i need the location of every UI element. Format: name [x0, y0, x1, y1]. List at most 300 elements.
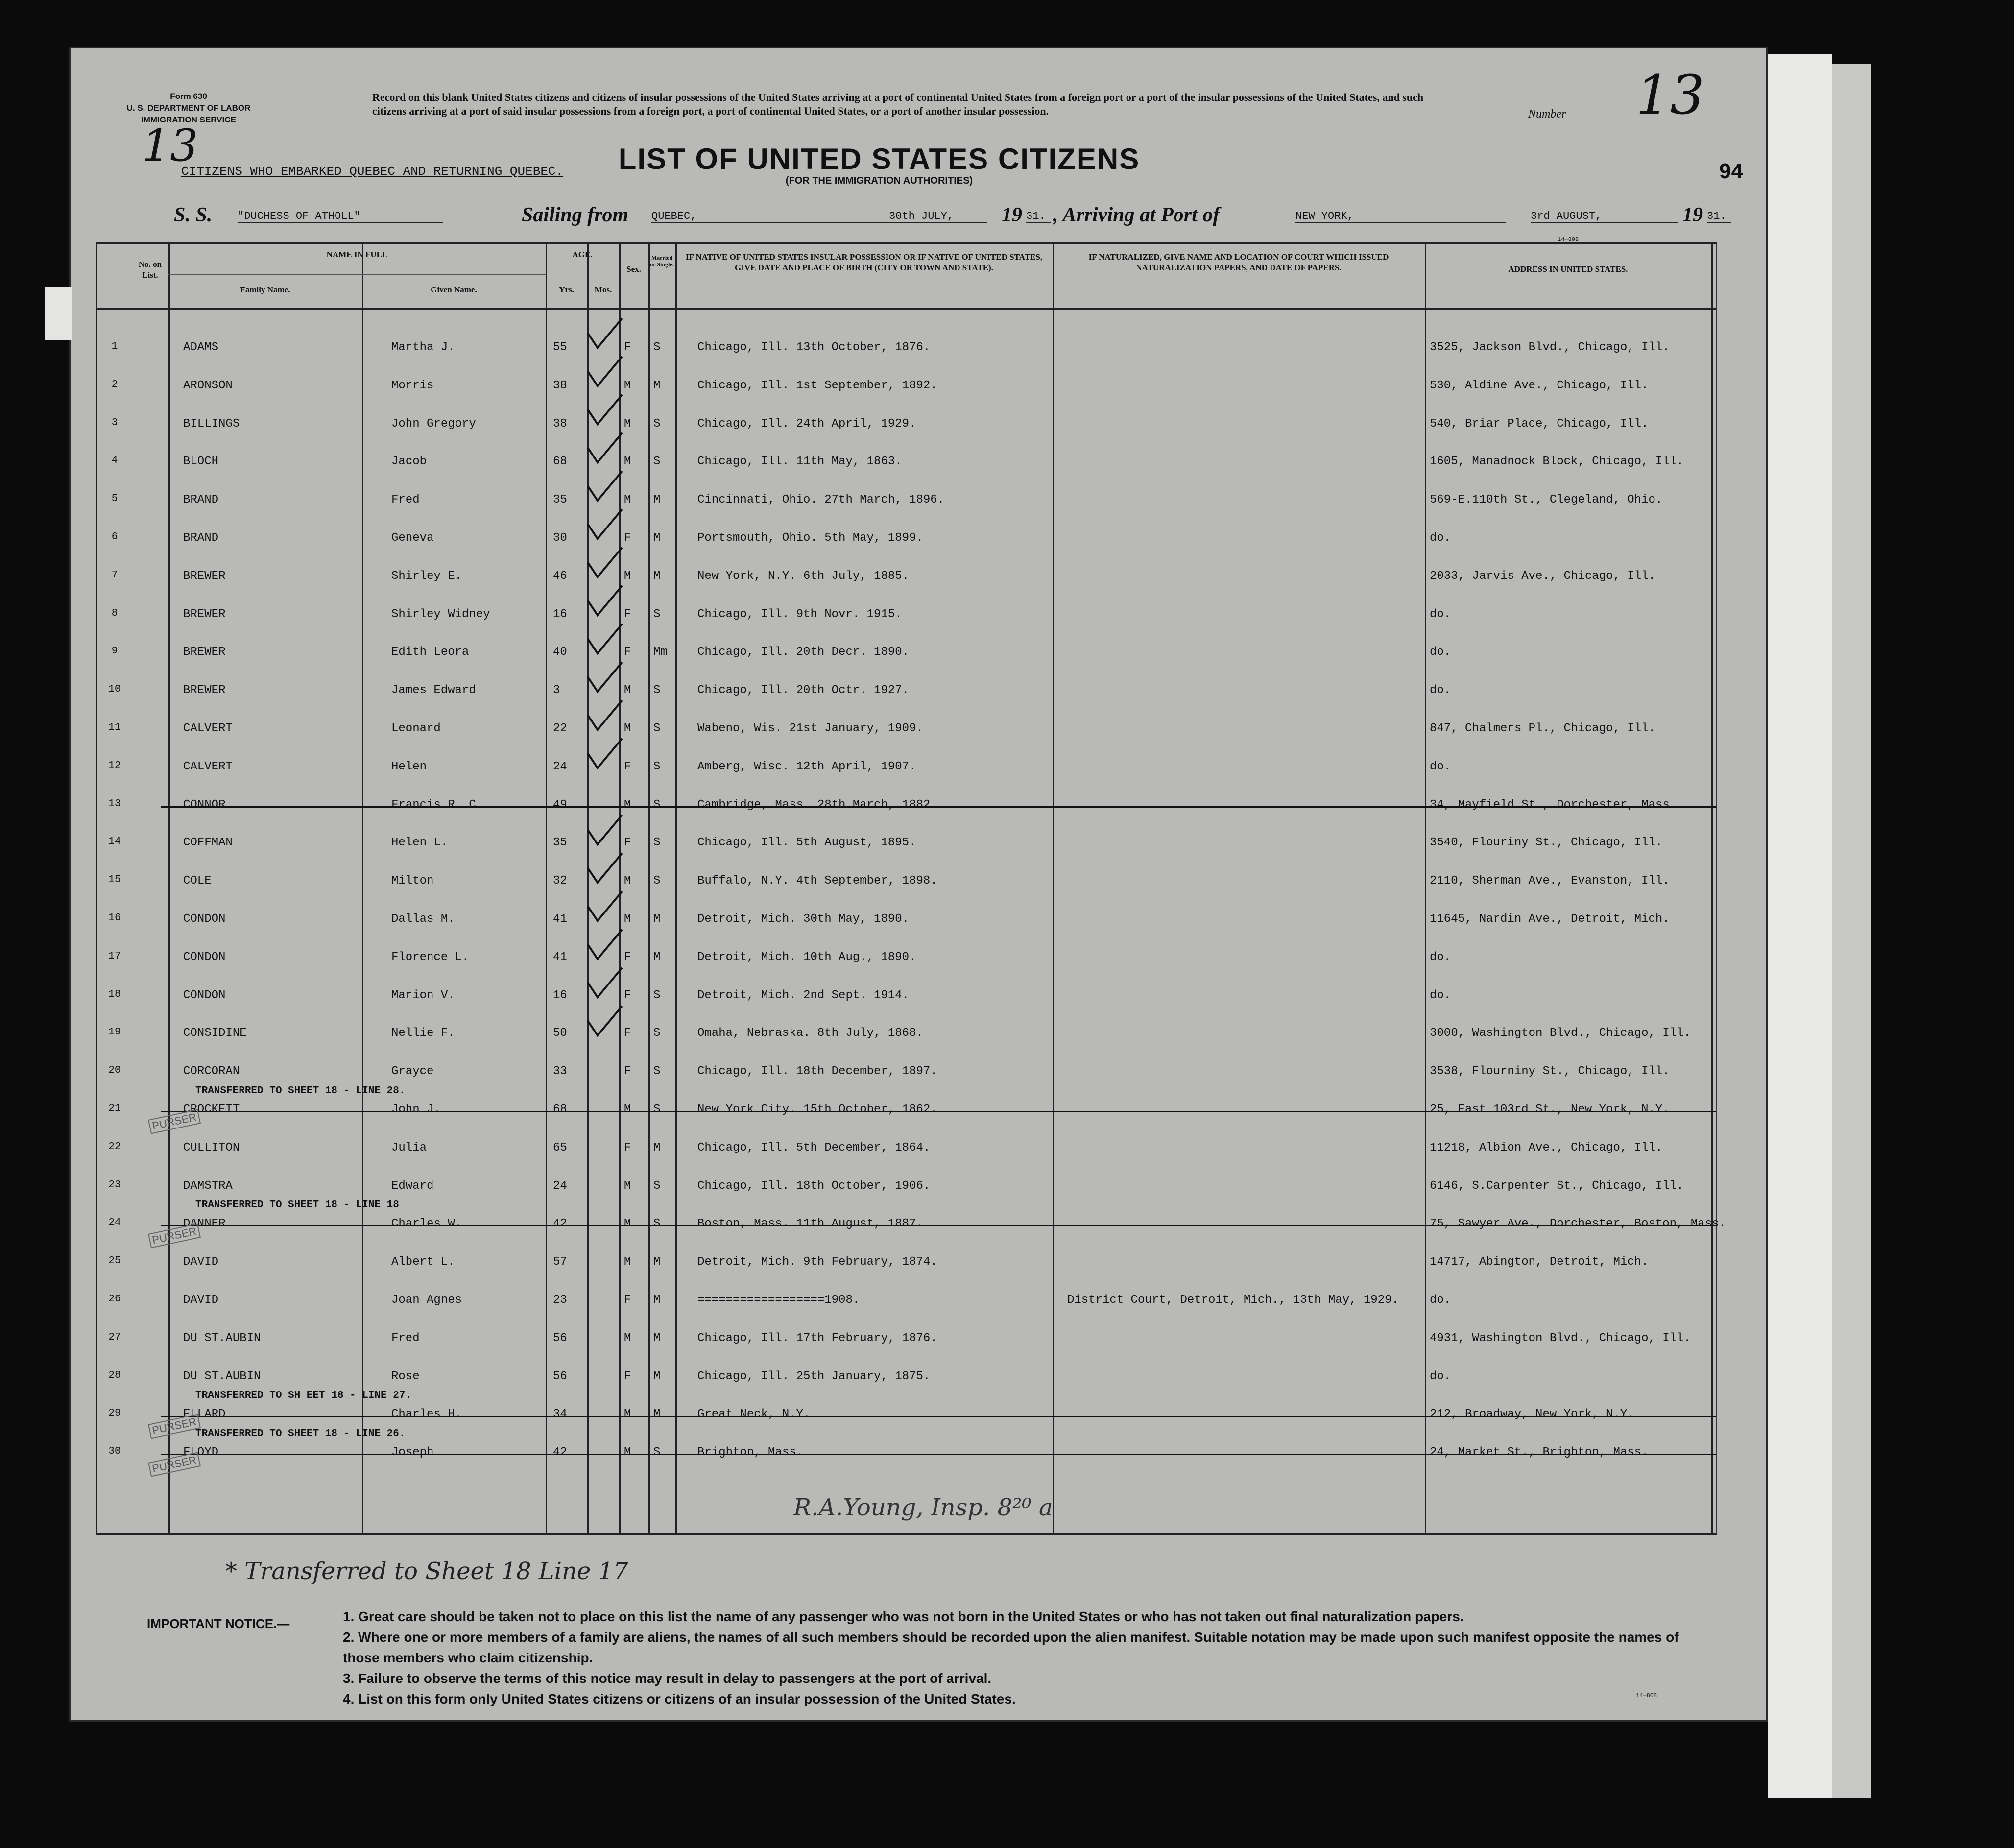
- cell-yrs: 23: [553, 1294, 567, 1307]
- table-row: [97, 1016, 1716, 1054]
- transfer-stamp: TRANSFERRED TO SHEET 18 - LINE 18: [195, 1200, 399, 1211]
- table-row: [97, 749, 1716, 787]
- purser-stamp: PURSER: [148, 1109, 201, 1134]
- cell-no: 18: [108, 988, 121, 1000]
- cell-family: DAVID: [183, 1255, 219, 1269]
- cell-addr: 2033, Jarvis Ave., Chicago, Ill.: [1430, 569, 1655, 583]
- cell-yrs: 68: [553, 455, 567, 469]
- cell-yrs: 35: [553, 493, 567, 507]
- cell-sex: M: [624, 455, 631, 469]
- cell-birth: Portsmouth, Ohio. 5th May, 1899.: [697, 531, 923, 545]
- cell-yrs: 24: [553, 760, 567, 773]
- arrival-date: 3rd AUGUST,: [1531, 210, 1678, 223]
- table-row: [97, 825, 1716, 863]
- cell-addr: do.: [1430, 760, 1451, 773]
- col-header-married: Married or Single.: [650, 254, 674, 268]
- cell-ms: S: [653, 1027, 661, 1040]
- arrival-port: NEW YORK,: [1295, 210, 1506, 223]
- arrival-year-prefix: 19: [1682, 204, 1703, 226]
- cell-no: 14: [108, 836, 121, 848]
- form-code-bottom: 14—808: [1636, 1692, 1657, 1699]
- cell-sex: M: [624, 1331, 631, 1345]
- cell-addr: do.: [1430, 988, 1451, 1002]
- cell-family: CROCKETT: [183, 1103, 240, 1116]
- table-row: [97, 673, 1716, 711]
- cell-sex: M: [624, 569, 631, 583]
- cell-addr: do.: [1430, 684, 1451, 697]
- cell-family: FLOYD: [183, 1446, 219, 1460]
- cell-addr: do.: [1430, 1369, 1451, 1383]
- cell-no: 27: [108, 1331, 121, 1343]
- cell-given: James Edward: [391, 684, 476, 697]
- cell-given: Jacob: [391, 455, 427, 469]
- cell-yrs: 41: [553, 912, 567, 926]
- cell-no: 11: [108, 722, 121, 733]
- cell-birth: Great Neck, N.Y.: [697, 1408, 811, 1421]
- service-name: IMMIGRATION SERVICE: [141, 115, 236, 124]
- cell-no: 16: [108, 912, 121, 924]
- cell-birth: Chicago, Ill. 18th December, 1897.: [697, 1065, 937, 1079]
- cell-addr: 847, Chalmers Pl., Chicago, Ill.: [1430, 722, 1655, 735]
- cell-family: CALVERT: [183, 722, 233, 735]
- cell-birth: Chicago, Ill. 11th May, 1863.: [697, 455, 902, 469]
- cell-ms: S: [653, 760, 661, 773]
- cell-ms: S: [653, 607, 661, 621]
- passenger-table: [96, 242, 1726, 1535]
- cell-no: 13: [108, 798, 121, 810]
- col-header-birth: IF NATIVE OF UNITED STATES INSULAR POSSESSION OR IF NATIVE OF UNITED STATES, GIVE DATE AND PLACE OF BIRTH (CITY OR TOWN AND STATE).: [685, 252, 1043, 272]
- cell-addr: 3000, Washington Blvd., Chicago, Ill.: [1430, 1027, 1691, 1040]
- table-row: [97, 330, 1716, 368]
- cell-no: 23: [108, 1179, 121, 1191]
- cell-sex: F: [624, 988, 631, 1002]
- cell-yrs: 68: [553, 1103, 567, 1116]
- cell-addr: do.: [1430, 531, 1451, 545]
- cell-ms: S: [653, 874, 661, 888]
- cell-sex: M: [624, 874, 631, 888]
- cell-family: BREWER: [183, 607, 226, 621]
- departure-year-prefix: 19: [1002, 204, 1022, 226]
- cell-family: DAVID: [183, 1294, 219, 1307]
- cell-yrs: 30: [553, 531, 567, 545]
- col-header-address: ADDRESS IN UNITED STATES.: [1508, 264, 1628, 274]
- cell-sex: F: [624, 607, 631, 621]
- cell-ms: M: [653, 1141, 661, 1154]
- cell-addr: 11218, Albion Ave., Chicago, Ill.: [1430, 1141, 1663, 1154]
- cell-ms: M: [653, 379, 661, 392]
- cell-yrs: 41: [553, 950, 567, 964]
- cell-sex: M: [624, 1103, 631, 1116]
- cell-yrs: 42: [553, 1217, 567, 1231]
- cell-addr: 1605, Manadnock Block, Chicago, Ill.: [1430, 455, 1684, 469]
- cell-no: 21: [108, 1103, 121, 1114]
- cell-given: Charles W.: [391, 1217, 462, 1231]
- voyage-line: [174, 203, 1726, 233]
- table-row: [97, 902, 1716, 939]
- col-header-name: NAME IN FULL: [326, 250, 388, 259]
- cell-yrs: 38: [553, 379, 567, 392]
- cell-given: Morris: [391, 379, 434, 392]
- ship-name: "DUCHESS OF ATHOLL": [238, 210, 443, 223]
- cell-addr: 540, Briar Place, Chicago, Ill.: [1430, 417, 1649, 431]
- embarkation-note: CITIZENS WHO EMBARKED QUEBEC AND RETURNING QUEBEC.: [181, 164, 564, 179]
- table-row: [97, 482, 1716, 520]
- cell-addr: 4931, Washington Blvd., Chicago, Ill.: [1430, 1331, 1691, 1345]
- cell-sex: M: [624, 1255, 631, 1269]
- cell-given: Joseph: [391, 1446, 434, 1460]
- cell-sex: M: [624, 798, 631, 812]
- cell-sex: M: [624, 722, 631, 735]
- cell-given: Francis R. C.: [391, 798, 483, 812]
- notice-label: IMPORTANT NOTICE.—: [147, 1616, 290, 1631]
- cell-sex: M: [624, 1179, 631, 1193]
- cell-birth: Cincinnati, Ohio. 27th March, 1896.: [697, 493, 945, 507]
- binding-tab: [45, 287, 72, 340]
- cell-addr: 3540, Flouriny St., Chicago, Ill.: [1430, 836, 1663, 850]
- cell-given: Fred: [391, 493, 420, 507]
- cell-addr: 11645, Nardin Ave., Detroit, Mich.: [1430, 912, 1670, 926]
- cell-family: DU ST.AUBIN: [183, 1331, 261, 1345]
- cell-no: 2: [111, 379, 118, 390]
- cell-family: COFFMAN: [183, 836, 233, 850]
- cell-no: 9: [111, 646, 118, 657]
- cell-yrs: 3: [553, 684, 560, 697]
- cell-sex: F: [624, 1141, 631, 1154]
- cell-sex: F: [624, 836, 631, 850]
- cell-given: Martha J.: [391, 341, 455, 354]
- cell-yrs: 38: [553, 417, 567, 431]
- cell-no: 17: [108, 950, 121, 962]
- cell-ms: M: [653, 569, 661, 583]
- cell-birth: Chicago, Ill. 25th January, 1875.: [697, 1369, 931, 1383]
- cell-family: CONDON: [183, 912, 226, 926]
- cell-ms: S: [653, 1103, 661, 1116]
- cell-given: Helen L.: [391, 836, 448, 850]
- cell-ms: M: [653, 531, 661, 545]
- cell-sex: M: [624, 912, 631, 926]
- arriving-label: , Arriving at Port of: [1053, 204, 1220, 226]
- cell-sex: F: [624, 760, 631, 773]
- cell-family: BREWER: [183, 684, 226, 697]
- cell-birth: Detroit, Mich. 30th May, 1890.: [697, 912, 910, 926]
- cell-given: Julia: [391, 1141, 427, 1154]
- cell-birth: Chicago, Ill. 5th August, 1895.: [697, 836, 916, 850]
- cell-given: Nellie F.: [391, 1027, 455, 1040]
- table-row: [97, 521, 1716, 558]
- cell-birth: Chicago, Ill. 1st September, 1892.: [697, 379, 937, 392]
- cell-given: Shirley Widney: [391, 607, 490, 621]
- cell-no: 15: [108, 874, 121, 886]
- cell-no: 4: [111, 455, 118, 467]
- cell-ms: S: [653, 1065, 661, 1079]
- cell-no: 10: [108, 684, 121, 696]
- cell-no: 3: [111, 417, 118, 429]
- cell-ms: S: [653, 1179, 661, 1193]
- cell-yrs: 55: [553, 341, 567, 354]
- purser-stamp: PURSER: [148, 1414, 201, 1439]
- cell-birth: Chicago, Ill. 20th Octr. 1927.: [697, 684, 910, 697]
- handwritten-count: 13: [142, 120, 198, 171]
- cell-no: 25: [108, 1255, 121, 1267]
- cell-ms: S: [653, 417, 661, 431]
- cell-no: 29: [108, 1408, 121, 1419]
- cell-addr: do.: [1430, 950, 1451, 964]
- cell-family: DU ST.AUBIN: [183, 1369, 261, 1383]
- notice-item: 1. Great care should be taken not to place on this list the name of any passenger who was not born in the United States or who has not taken out final naturalization papers.: [343, 1609, 1464, 1624]
- cell-yrs: 65: [553, 1141, 567, 1154]
- table-row: [97, 635, 1716, 672]
- cell-ms: S: [653, 341, 661, 354]
- cell-sex: F: [624, 646, 631, 659]
- cell-addr: 6146, S.Carpenter St., Chicago, Ill.: [1430, 1179, 1684, 1193]
- departure-year: 31.: [1026, 210, 1051, 223]
- table-row: [97, 788, 1716, 825]
- col-header-age: AGE.: [572, 250, 593, 259]
- table-row: [97, 978, 1716, 1016]
- cell-sex: M: [624, 1446, 631, 1460]
- cell-birth: New York City. 15th October, 1862.: [697, 1103, 937, 1116]
- cell-no: 28: [108, 1369, 121, 1381]
- cell-yrs: 57: [553, 1255, 567, 1269]
- cell-family: CONDON: [183, 950, 226, 964]
- transfer-stamp: TRANSFERRED TO SHEET 18 - LINE 28.: [195, 1085, 406, 1097]
- cell-yrs: 33: [553, 1065, 567, 1079]
- purser-stamp: PURSER: [148, 1224, 201, 1248]
- table-row: [97, 1283, 1716, 1320]
- cell-sex: F: [624, 1294, 631, 1307]
- cell-ms: M: [653, 1255, 661, 1269]
- cell-ms: M: [653, 493, 661, 507]
- page-title: LIST OF UNITED STATES CITIZENS: [618, 143, 1140, 175]
- cell-family: BREWER: [183, 569, 226, 583]
- cell-given: Rose: [391, 1369, 420, 1383]
- cell-given: Helen: [391, 760, 427, 773]
- table-row: [97, 368, 1716, 406]
- cell-no: 20: [108, 1065, 121, 1077]
- cell-given: Geneva: [391, 531, 434, 545]
- cell-addr: do.: [1430, 607, 1451, 621]
- cell-birth: Detroit, Mich. 10th Aug., 1890.: [697, 950, 916, 964]
- cell-addr: 14717, Abington, Detroit, Mich.: [1430, 1255, 1649, 1269]
- row-divider: [168, 274, 546, 275]
- cell-no: 8: [111, 607, 118, 619]
- form-instructions: Record on this blank United States citizens and citizens of insular possessions of the United States arriving at a port of continental United States from a foreign port or a port of the insular possessions of the United States, and such citizens arriving at a port of said insular possessions from a foreign port, a port of continental United States, or a port of another insular possession.: [372, 91, 1424, 117]
- cell-birth: Chicago, Ill. 17th February, 1876.: [697, 1331, 937, 1345]
- cell-no: 12: [108, 760, 121, 771]
- cell-birth: Chicago, Ill. 9th Novr. 1915.: [697, 607, 902, 621]
- table-row: [97, 1428, 1716, 1475]
- cell-family: BREWER: [183, 646, 226, 659]
- cell-birth: Omaha, Nebraska. 8th July, 1868.: [697, 1027, 923, 1040]
- cell-given: Edward: [391, 1179, 434, 1193]
- strike-through: [161, 806, 1716, 808]
- strike-through: [161, 1111, 1716, 1112]
- cell-family: CALVERT: [183, 760, 233, 773]
- cell-ms: M: [653, 912, 661, 926]
- table-row: [97, 407, 1716, 444]
- cell-addr: 3538, Flourniny St., Chicago, Ill.: [1430, 1065, 1670, 1079]
- cell-sex: M: [624, 1408, 631, 1421]
- col-header-given: Given Name.: [431, 285, 477, 294]
- cell-ms: M: [653, 1369, 661, 1383]
- header-divider: [97, 308, 1716, 310]
- cell-yrs: 50: [553, 1027, 567, 1040]
- cell-given: Marion V.: [391, 988, 455, 1002]
- table-row: [97, 1200, 1726, 1247]
- cell-given: John J.: [391, 1103, 441, 1116]
- col-header-sex: Sex.: [626, 264, 641, 274]
- strike-through: [161, 1225, 1716, 1226]
- cell-family: ADAMS: [183, 341, 219, 354]
- cell-yrs: 46: [553, 569, 567, 583]
- cell-yrs: 32: [553, 874, 567, 888]
- col-header-no: No. on List.: [138, 260, 162, 280]
- cell-sex: F: [624, 1065, 631, 1079]
- inspection-checkmarks: [578, 313, 666, 1097]
- cell-no: 19: [108, 1027, 121, 1038]
- cell-birth: Detroit, Mich. 2nd Sept. 1914.: [697, 988, 910, 1002]
- cell-yrs: 42: [553, 1446, 567, 1460]
- strike-through: [161, 1416, 1716, 1417]
- table-row: [97, 597, 1716, 635]
- cell-ms: S: [653, 1446, 661, 1460]
- cell-given: Dallas M.: [391, 912, 455, 926]
- cell-given: Fred: [391, 1331, 420, 1345]
- cell-no: 30: [108, 1446, 121, 1458]
- cell-addr: 24, Market St., Brighton, Mass.: [1430, 1446, 1649, 1460]
- cell-no: 26: [108, 1294, 121, 1305]
- col-header-yrs: Yrs.: [559, 285, 574, 294]
- cell-birth: Brighton, Mass.: [697, 1446, 804, 1460]
- transfer-stamp: TRANSFERRED TO SH EET 18 - LINE 27.: [195, 1390, 412, 1402]
- cell-yrs: 16: [553, 607, 567, 621]
- cell-no: 7: [111, 569, 118, 581]
- cell-ms: S: [653, 798, 661, 812]
- col-header-mos: Mos.: [594, 285, 612, 294]
- table-row: [97, 1321, 1716, 1359]
- cell-ms: S: [653, 684, 661, 697]
- cell-birth: Cambridge, Mass. 28th March, 1882.: [697, 798, 937, 812]
- cell-family: DAMSTRA: [183, 1179, 233, 1193]
- cell-ms: M: [653, 950, 661, 964]
- cell-birth: Chicago, Ill. 20th Decr. 1890.: [697, 646, 910, 659]
- cell-sex: F: [624, 1369, 631, 1383]
- table-row: [97, 940, 1716, 978]
- form-number: Form 630: [170, 92, 207, 101]
- table-row: [97, 1085, 1716, 1132]
- cell-sex: M: [624, 417, 631, 431]
- cell-no: 24: [108, 1217, 121, 1229]
- cell-family: CORCORAN: [183, 1065, 240, 1079]
- cell-addr: 25, East 103rd St., New York, N.Y.: [1430, 1103, 1670, 1116]
- cell-no: 1: [111, 341, 118, 352]
- cell-sex: M: [624, 493, 631, 507]
- cell-addr: 530, Aldine Ave., Chicago, Ill.: [1430, 379, 1649, 392]
- cell-yrs: 56: [553, 1331, 567, 1345]
- form-code-top: 14—808: [1558, 236, 1579, 243]
- cell-ms: S: [653, 836, 661, 850]
- cell-yrs: 34: [553, 1408, 567, 1421]
- notice-item: 2. Where one or more members of a family are aliens, the names of all such members should be recorded upon the alien manifest. Suitable notation may be made upon such manifest opposite the names of those members who claim citizenship.: [343, 1630, 1679, 1665]
- cell-ms: S: [653, 1217, 661, 1231]
- cell-no: 6: [111, 531, 118, 543]
- cell-yrs: 22: [553, 722, 567, 735]
- cell-addr: 3525, Jackson Blvd., Chicago, Ill.: [1430, 341, 1670, 354]
- table-row: [97, 444, 1716, 482]
- sheet-number: 13: [1636, 64, 1704, 126]
- department-name: U. S. DEPARTMENT OF LABOR: [126, 103, 251, 113]
- cell-no: 22: [108, 1141, 121, 1152]
- cell-ms: Mm: [653, 646, 668, 659]
- cell-family: BRAND: [183, 531, 219, 545]
- table-row: [97, 864, 1716, 901]
- important-notice: [343, 1607, 1714, 1709]
- cell-birth: Detroit, Mich. 9th February, 1874.: [697, 1255, 937, 1269]
- cell-birth: Wabeno, Wis. 21st January, 1909.: [697, 722, 923, 735]
- cell-family: BILLINGS: [183, 417, 240, 431]
- table-row: [97, 1245, 1716, 1282]
- cell-birth: Amberg, Wisc. 12th April, 1907.: [697, 760, 916, 773]
- cell-given: Milton: [391, 874, 434, 888]
- cell-family: BLOCH: [183, 455, 219, 469]
- cell-birth: Buffalo, N.Y. 4th September, 1898.: [697, 874, 937, 888]
- cell-family: CONSIDINE: [183, 1027, 247, 1040]
- cell-sex: F: [624, 1027, 631, 1040]
- cell-family: CONNOR: [183, 798, 226, 812]
- cell-yrs: 49: [553, 798, 567, 812]
- col-header-family: Family Name.: [240, 285, 290, 294]
- cell-birth: Chicago, Ill. 5th December, 1864.: [697, 1141, 931, 1154]
- cell-yrs: 35: [553, 836, 567, 850]
- page-number: 94: [1719, 159, 1743, 183]
- cell-birth: ==================1908.: [697, 1294, 860, 1307]
- cell-given: Grayce: [391, 1065, 434, 1079]
- cell-given: Charles H.: [391, 1408, 462, 1421]
- page-subtitle: (FOR THE IMMIGRATION AUTHORITIES): [785, 175, 973, 186]
- cell-ms: M: [653, 1294, 661, 1307]
- cell-birth: New York, N.Y. 6th July, 1885.: [697, 569, 910, 583]
- cell-ms: M: [653, 1408, 661, 1421]
- cell-addr: 34, Mayfield St., Dorchester, Mass.: [1430, 798, 1677, 812]
- cell-family: COLE: [183, 874, 212, 888]
- cell-family: CONDON: [183, 988, 226, 1002]
- cell-ms: S: [653, 722, 661, 735]
- ss-label: S. S.: [174, 204, 213, 226]
- notice-item: 3. Failure to observe the terms of this notice may result in delay to passengers at the port of arrival.: [343, 1671, 992, 1686]
- cell-given: John Gregory: [391, 417, 476, 431]
- adjacent-page-edge-2: [1832, 64, 1871, 1798]
- cell-given: Joan Agnes: [391, 1294, 462, 1307]
- cell-birth: Chicago, Ill. 24th April, 1929.: [697, 417, 916, 431]
- cell-birth: Chicago, Ill. 18th October, 1906.: [697, 1179, 931, 1193]
- cell-sex: F: [624, 341, 631, 354]
- cell-addr: do.: [1430, 646, 1451, 659]
- col-header-naturalized: IF NATURALIZED, GIVE NAME AND LOCATION OF COURT WHICH ISSUED NATURALIZATION PAPERS, AND DATE OF PAPERS.: [1088, 252, 1389, 272]
- cell-addr: 2110, Sherman Ave., Evanston, Ill.: [1430, 874, 1670, 888]
- cell-sex: M: [624, 379, 631, 392]
- cell-sex: F: [624, 531, 631, 545]
- cell-yrs: 16: [553, 988, 567, 1002]
- departure-date: 30th JULY,: [889, 210, 987, 223]
- cell-family: ELLARD: [183, 1408, 226, 1421]
- handwritten-footnote: * Transferred to Sheet 18 Line 17: [225, 1558, 628, 1585]
- cell-given: Shirley E.: [391, 569, 462, 583]
- cell-addr: 75, Sawyer Ave., Dorchester, Boston, Mass.: [1430, 1217, 1726, 1231]
- cell-addr: do.: [1430, 1294, 1451, 1307]
- cell-family: DANNER: [183, 1217, 226, 1231]
- cell-given: Edith Leora: [391, 646, 469, 659]
- inspector-signature: R.A.Young, Insp. 8²⁰ a: [793, 1494, 1053, 1521]
